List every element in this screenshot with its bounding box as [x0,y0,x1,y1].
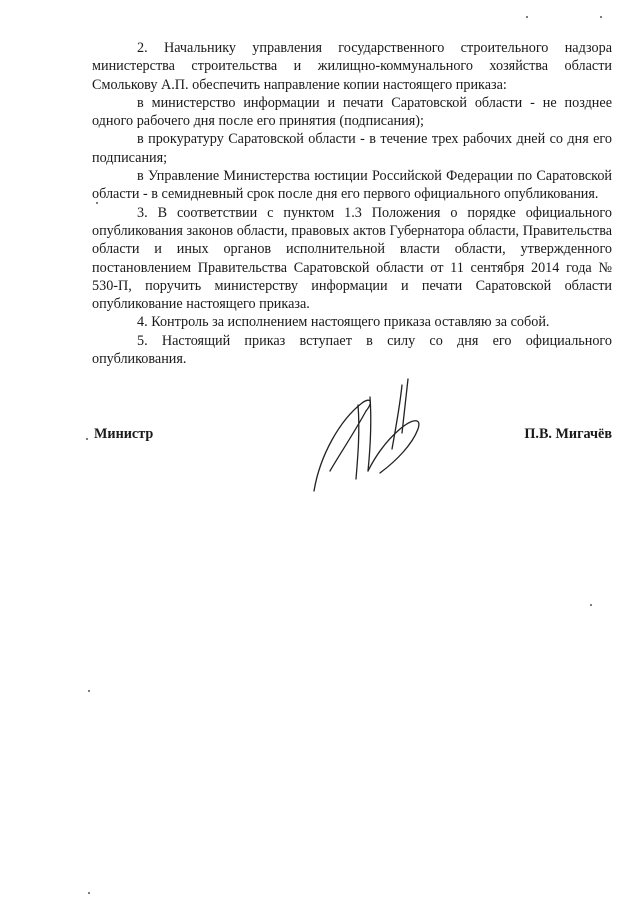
document-body [92,39,612,368]
paragraph-3: 3. В соответствии с пунктом 1.3 Положения о порядке официального опубликования законов области, правовых актов Губернатора области, Правительства области и иных органов исполнительной власти области, утвержденного постановлением Правительства Саратовской области от 11 сентября 2014 года № 530-П, поручить министерству информации и печати Саратовской области опубликование настоящего приказа. [92,204,612,313]
paragraph-2-item-2: в прокуратуру Саратовской области - в течение трех рабочих дней со дня его подписания; [92,131,612,166]
paragraph-2-item-1: в министерство информации и печати Саратовской области - не позднее одного рабочего дня после его принятия (подписания); [92,94,612,130]
signatory-title: Министр [94,426,154,442]
signatory-name: П.В. Мигачёв [524,426,612,442]
scan-speck [88,892,90,894]
scan-speck [86,438,88,440]
paragraph-5: 5. Настоящий приказ вступает в силу со дня его официального опубликования. [92,332,612,368]
paragraph-4: 4. Контроль за исполнением настоящего приказа оставляю за собой. [137,314,550,331]
handwritten-signature [300,375,440,495]
scan-speck [88,690,90,692]
paragraph-2-item-3: в Управление Министерства юстиции Российской Федерации по Саратовской области - в семидневный срок после дня его первого официального опубликования. [92,168,612,203]
scan-speck [590,604,592,606]
scan-speck [526,16,528,18]
paragraph-2: 2. Начальнику управления государственного строительного надзора министерства строительства и жилищно-коммунального хозяйства области Смолькову А.П. обеспечить направление копии настоящего приказа: [92,40,612,93]
scan-speck [96,202,98,204]
scan-speck [600,16,602,18]
